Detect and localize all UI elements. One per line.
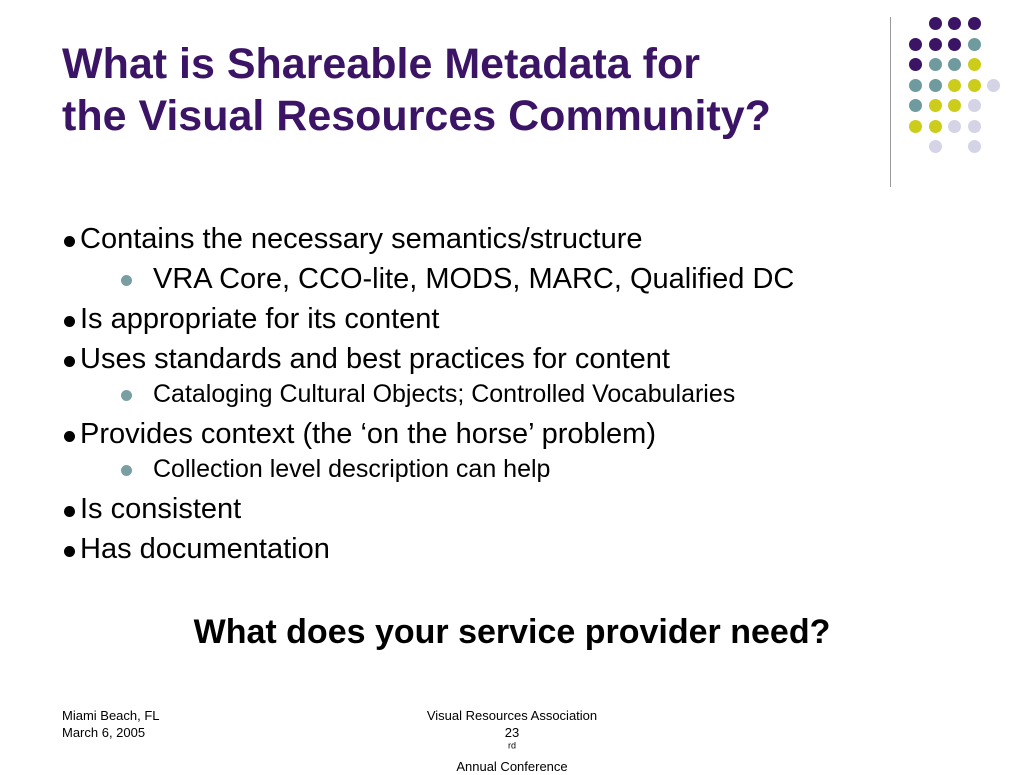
bullet-dot-icon <box>64 546 75 557</box>
decorative-dot <box>929 79 942 92</box>
footer-conference <box>0 707 1024 775</box>
decorative-dot <box>909 120 922 133</box>
decorative-dot <box>987 79 1000 92</box>
bullet-item: Contains the necessary semantics/structure <box>62 222 962 256</box>
decorative-dot <box>948 17 961 30</box>
decorative-dot <box>929 58 942 71</box>
bullet-item: Is appropriate for its content <box>62 302 962 336</box>
closing-question: What does your service provider need? <box>193 613 831 651</box>
decorative-dot <box>909 58 922 71</box>
decorative-dot <box>968 140 981 153</box>
decorative-dot <box>929 120 942 133</box>
decorative-dot <box>909 99 922 112</box>
bullet-dot-icon <box>64 236 75 247</box>
decorative-dot <box>948 38 961 51</box>
divider-line <box>890 17 891 187</box>
footer-date: March 6, 2005 <box>62 725 146 740</box>
decorative-dot <box>948 58 961 71</box>
decorative-dot <box>909 79 922 92</box>
footer-organization: Visual Resources Association <box>426 708 598 723</box>
decorative-dot <box>929 99 942 112</box>
decorative-dot <box>909 38 922 51</box>
decorative-dot <box>948 120 961 133</box>
bullet-item: Has documentation <box>62 532 962 566</box>
decorative-dot <box>968 120 981 133</box>
bullet-item: Uses standards and best practices for content <box>62 342 962 376</box>
decorative-dot <box>968 38 981 51</box>
bullet-dot-icon <box>64 431 75 442</box>
sub-bullet-item: Cataloging Cultural Objects; Controlled Vocabularies <box>62 379 962 409</box>
decorative-dot <box>968 99 981 112</box>
decorative-dot <box>968 17 981 30</box>
sub-bullet-item: VRA Core, CCO-lite, MODS, MARC, Qualified DC <box>62 262 962 296</box>
decorative-dot <box>968 58 981 71</box>
title-line-1: What is Shareable Metadata for <box>62 40 700 88</box>
bullet-list <box>62 222 962 572</box>
bullet-dot-icon <box>64 316 75 327</box>
decorative-dot <box>948 79 961 92</box>
footer-location: Miami Beach, FL <box>62 708 160 723</box>
title-line-2: the Visual Resources Community? <box>62 92 771 140</box>
decorative-dot <box>929 38 942 51</box>
sub-bullet-dot-icon <box>121 275 132 286</box>
bullet-item: Is consistent <box>62 492 962 526</box>
decorative-dot <box>968 79 981 92</box>
sub-bullet-dot-icon <box>121 465 132 476</box>
sub-bullet-item: Collection level description can help <box>62 454 962 484</box>
decorative-dot-grid <box>900 13 1010 173</box>
bullet-dot-icon <box>64 356 75 367</box>
footer-conference-name: 23 $^{rd}$ Annual Conference <box>456 725 568 774</box>
decorative-dot <box>929 17 942 30</box>
sub-bullet-dot-icon <box>121 390 132 401</box>
bullet-item: Provides context (the ‘on the horse’ problem) <box>62 417 962 451</box>
decorative-dot <box>948 99 961 112</box>
decorative-dot <box>929 140 942 153</box>
slide-title <box>62 38 882 142</box>
bullet-dot-icon <box>64 506 75 517</box>
